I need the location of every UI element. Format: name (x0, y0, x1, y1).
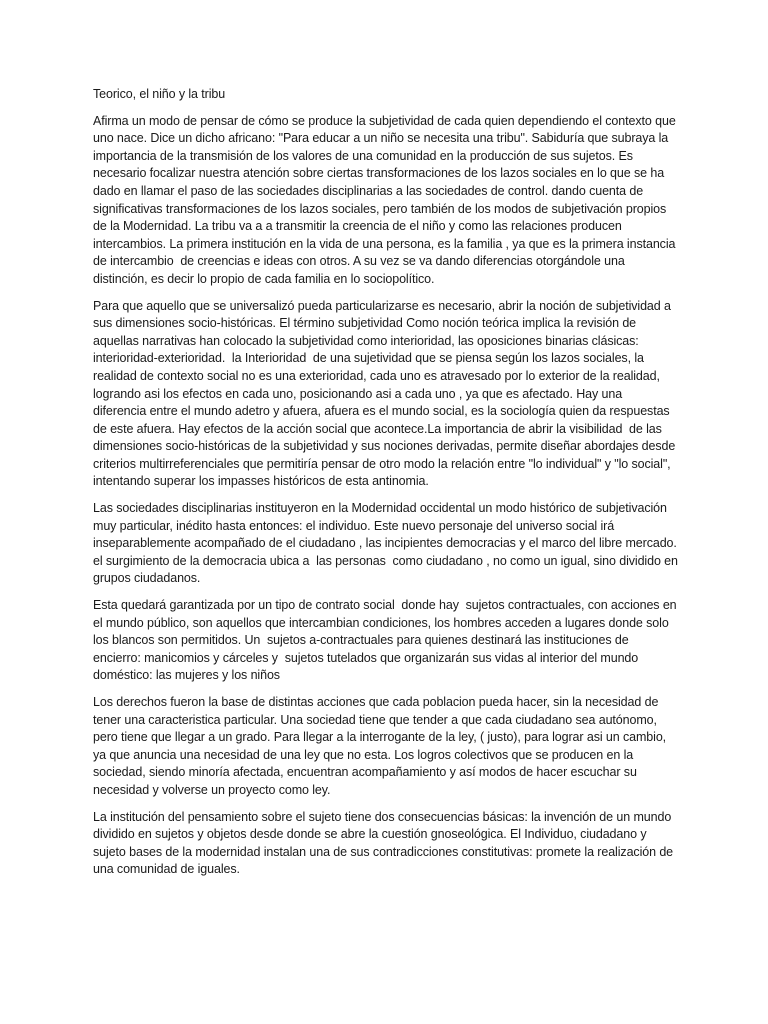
paragraph-3: Las sociedades disciplinarias instituyeron en la Modernidad occidental un modo histórico de subjetivación muy particular, inédito hasta entonces: el individuo. Este nuevo personaje del universo social irá inseparablemente acompañado de el ciudadano , las incipientes democracias y el marco del libre mercado. el surgimiento de la democracia ubica a las personas como ciudadano , no como un igual, sino dividido en grupos ciudadanos. (93, 501, 682, 586)
paragraph-4: Esta quedará garantizada por un tipo de contrato social donde hay sujetos contractuales, con acciones en el mundo público, son aquellos que intercambian condiciones, los hombres acceden a lugares donde solo los blancos son permitidos. Un sujetos a-contractuales para quienes destinará las instituciones de encierro: manicomios y cárceles y sujetos tutelados que organizarán sus vidas al interior del mundo doméstico: las mujeres y los niños (93, 598, 680, 683)
paragraph-5: Los derechos fueron la base de distintas acciones que cada poblacion pueda hacer, sin la necesidad de tener una caracteristica particular. Una sociedad tiene que tender a que cada ciudadano sea autónomo, pero tiene que llegar a un grado. Para llegar a la interrogante de la ley, ( justo), para lograr asi un cambio, ya que anuncia una necesidad de una ley que no esta. Los logros colectivos que se producen en la sociedad, siendo minoría afectada, encuentran acompañamiento y así modos de hacer escuchar su necesidad y volverse un proyecto como ley. (93, 695, 670, 797)
paragraph-2: Para que aquello que se universalizó pueda particularizarse es necesario, abrir la noción de subjetividad a sus dimensiones socio-históricas. El término subjetividad Como noción teórica implica la revisión de aquellas narrativas han colocado la subjetividad como interioridad, las oposiciones binarias clásicas: interioridad-exterioridad. la Interioridad de una sujetividad que se piensa según los lazos sociales, la realidad de contexto social no es una exterioridad, cada uno es atravesado por lo exterior de la realidad, logrando asi los efectos en cada uno, posicionando asi a cada uno , ya que es afectado. Hay una diferencia entre el mundo adetro y afuera, afuera es el mundo social, es la sociología quien da respuestas de este afuera. Hay efectos de la acción social que acontece.La importancia de abrir la visibilidad de las dimensiones socio-históricas de la subjetividad y sus nociones derivadas, permite diseñar abordajes desde criterios multirreferenciales que permitiría pensar de otro modo la relación entre "lo individual" y "lo social", intentando superar los impasses históricos de esta antinomia. (93, 298, 679, 489)
document-title: Teorico, el niño y la tribu (93, 87, 226, 101)
document-body (93, 86, 682, 888)
paragraph-1: Afirma un modo de pensar de cómo se produce la subjetividad de cada quien dependiendo el contexto que uno nace. Dice un dicho africano: "Para educar a un niño se necesita una tribu". Sabiduría que subraya la importancia de la transmisión de los valores de una comunidad en la producción de sus sujetos. Es necesario focalizar nuestra atención sobre ciertas transformaciones de los lazos sociales en lo que se ha dado en llamar el paso de las sociedades disciplinarias a las sociedades de control. dando cuenta de significativas transformaciones de los lazos sociales, pero también de los modos de subjetivación propios de la Modernidad. La tribu va a a transmitir la creencia de el niño y como las relaciones producen intercambios. La primera institución en la vida de una persona, es la familia , ya que es la primera instancia de intercambio de creencias e ideas con otros. A su vez se va dando diferencias otorgándole una distinción, es decir lo propio de cada familia en lo sociopolítico. (93, 113, 680, 286)
paragraph-6: La institución del pensamiento sobre el sujeto tiene dos consecuencias básicas: la invención de un mundo dividido en sujetos y objetos desde donde se abre la cuestión gnoseológica. El Individuo, ciudadano y sujeto bases de la modernidad instalan una de sus contradicciones constitutivas: promete la realización de una comunidad de iguales. (93, 809, 677, 877)
